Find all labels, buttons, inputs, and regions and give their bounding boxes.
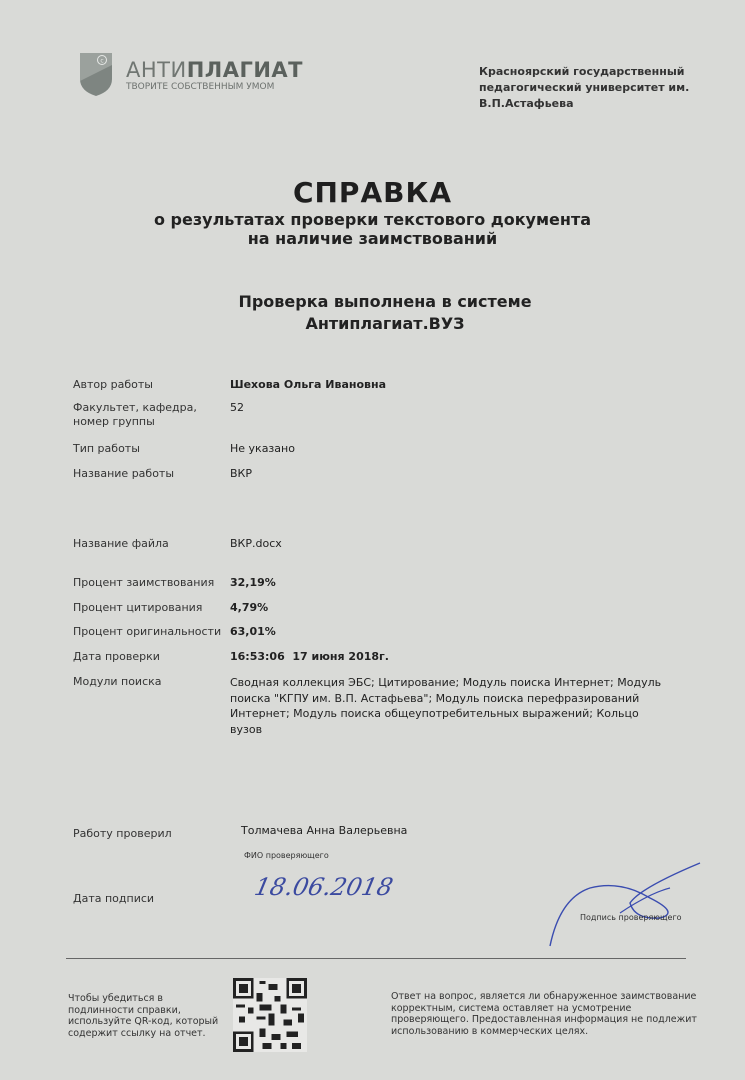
document-title: СПРАВКА — [292, 176, 453, 209]
footer-qr-note: Чтобы убедиться в подлинности справки, используйте QR-код, который содержит ссылку на отчет. — [68, 993, 219, 1039]
qr-code — [233, 977, 307, 1053]
field-value-borrowing: 32,19% — [230, 576, 276, 589]
field-label-modules: Модули поиска — [73, 675, 162, 688]
field-value-originality: 63,01% — [230, 625, 276, 638]
field-label-check-date: Дата проверки — [73, 650, 160, 663]
field-label-author: Автор работы — [73, 378, 153, 391]
checker-name: Толмачева Анна Валерьевна — [241, 824, 408, 837]
svg-text:c: c — [100, 57, 104, 65]
signature — [540, 858, 720, 948]
field-label-faculty: Факультет, кафедра, номер группы — [73, 401, 197, 428]
field-label-file-name: Название файла — [73, 537, 169, 550]
field-label-work-type: Тип работы — [73, 442, 140, 455]
field-value-modules: Сводная коллекция ЭБС; Цитирование; Модуль поиска Интернет; Модуль поиска "КГПУ им. В.П. Астафьева"; Модуль поиска перефразирований Интернет; Модуль поиска общеупотребительных выражений; Кольцо вузов — [230, 676, 662, 736]
field-label-originality: Процент оригинальности — [73, 625, 222, 638]
antiplagiat-shield-logo-icon — [78, 51, 114, 97]
field-value-work-type: Не указано — [230, 442, 295, 455]
checker-name-caption: ФИО проверяющего — [244, 851, 329, 860]
field-label-work-title: Название работы — [73, 467, 175, 480]
logo-name: АНТИПЛАГИАТ — [126, 58, 304, 82]
system-info: Проверка выполнена в системе Антиплагиат.ВУЗ — [238, 292, 532, 333]
field-value-citation: 4,79% — [230, 601, 269, 614]
logo-tagline: ТВОРИТЕ СОБСТВЕННЫМ УМОМ — [126, 82, 275, 92]
field-value-check-date: 16:53:06 17 июня 2018г. — [230, 650, 389, 663]
field-value-work-title: ВКР — [230, 467, 252, 480]
field-value-file-name: ВКР.docx — [230, 537, 282, 550]
sign-date-label: Дата подписи — [73, 892, 155, 905]
handwritten-date: 18.06.2018 — [252, 873, 396, 901]
organization-name: Красноярский государственный педагогический университет им. В.П.Астафьева — [479, 65, 690, 110]
footer-disclaimer: Ответ на вопрос, является ли обнаруженное заимствование корректным, система оставляет на усмотрение проверяющего. Предоставленная информация не подлежит использованию в коммерческих целях. — [391, 991, 697, 1037]
field-value-author: Шехова Ольга Ивановна — [230, 378, 387, 391]
checker-label: Работу проверил — [73, 827, 172, 840]
signature-caption: Подпись проверяющего — [580, 913, 682, 922]
field-label-citation: Процент цитирования — [73, 601, 203, 614]
field-value-faculty: 52 — [230, 401, 244, 414]
field-label-borrowing: Процент заимствования — [73, 576, 215, 589]
document-subtitle: о результатах проверки текстового документа на наличие заимствований — [153, 210, 592, 248]
divider — [66, 958, 686, 959]
